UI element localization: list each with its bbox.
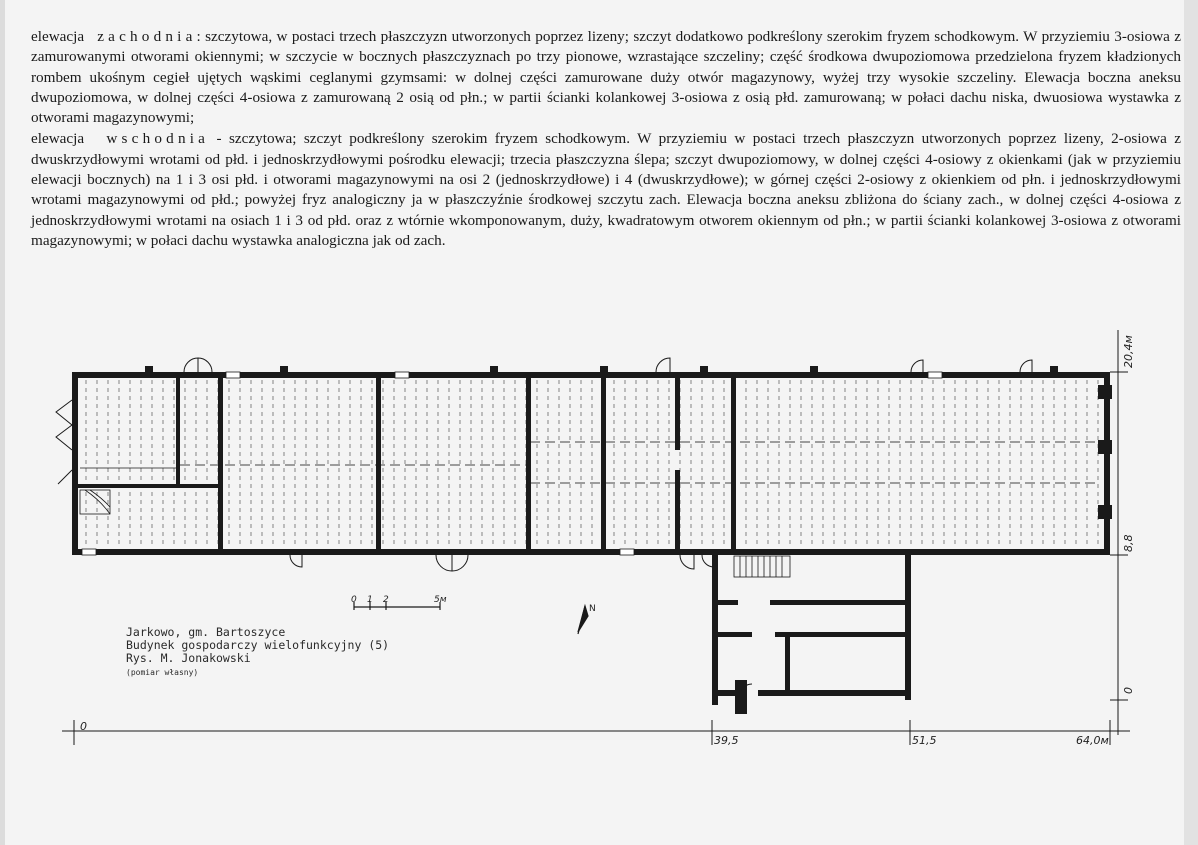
horizontal-dimension-line	[62, 720, 1130, 745]
beam-lines	[180, 442, 1100, 483]
paragraph-heading-spaced: zachodnia	[97, 28, 197, 45]
paragraph-lead: elewacja	[31, 130, 85, 148]
scale-label-2: 2	[383, 595, 389, 605]
dim-label-20-4: 20,4м	[1122, 335, 1135, 368]
paragraph-body: - szczytowa; szczyt podkreślony szerokim fryzem schodkowym. W przyziemiu w postaci trzech płaszczyzn utworzonych poprzez lizeny, 2-osiowa z dwuskrzydłowymi wrotami od płd. i jednoskrzydłowymi pośrodku elewacji; trzecia płaszczyzna ślepa; szczyt dwupoziomowy, w dolnej części 4-osiowy z okienkami (jak w przyziemiu elewacji bocznych) na 1 i 3 osi płd. i otworami magazynowymi na osi 2 (jednoskrzydłowe) i 4 (dwuskrzydłowe); w górnej części 2-osiowy z okienkiem od płn. i jednoskrzydłowymi wrotami magazynowymi od płd.; powyżej fryz analogiczny ja w płaszczyźnie środkowej szczytu zach. Elewacja boczna aneksu zbliżona do ściany zach., w dolnej części 4-osiowa z jednoskrzydłowymi wrotami na osiach 1 i 3 od płd. oraz z wtórnie wkomponowanym, duży, kwadratowym otworem okiennym od płn.; w partii ścianki kolankowej 3-osiowa z otworami magazynowymi; w połaci dachu wystawka analogiczna jak od zach.	[31, 130, 1181, 249]
dim-label-51-5: 51,5	[912, 734, 937, 747]
north-label: N	[589, 604, 596, 614]
dim-label-39-5: 39,5	[714, 734, 739, 747]
dim-label-0-vertical: 0	[1122, 687, 1135, 694]
caption-note: (pomiar własny)	[126, 668, 199, 677]
joist-lines	[86, 380, 1098, 547]
scale-label-0: 0	[351, 595, 357, 605]
dim-label-64-0: 64,0м	[1076, 734, 1109, 747]
vertical-dimension-line	[1110, 330, 1128, 735]
dim-label-8-8: 8,8	[1122, 534, 1135, 552]
drawing-caption	[126, 626, 389, 679]
paragraph-body: : szczytowa, w postaci trzech płaszczyzn utworzonych poprzez lizeny; szczyt dodatkowo podkreślony szerokim fryzem schodkowym. W przyziemiu 3-osiowa z zamurowanymi otworami okiennymi; w szczycie w bocznych płaszczyznach po trzy pionowe, wzrastające szczeliny; część środkowa dwupoziomowa przedzielona fryzem kładzionych rombem ukośnym cegieł ujętych wąskimi ceglanymi gzymsami: w dolnej części zamurowane duży otwór magazynowy, wyżej trzy wysokie szczeliny. Elewacja boczna aneksu dwupoziomowa, w dolnej części 4-osiowa z zamurowaną 2 osią od płn.; w partii ścianki kolankowej 3-osiowa z osią płd. zamurowaną; w połaci dachu niska, dwuosiowa wystawka z otworami magazynowymi;	[31, 28, 1182, 127]
scale-label-5m: 5м	[434, 595, 447, 605]
north-arrow-icon	[578, 606, 588, 634]
caption-building: Budynek gospodarczy wielofunkcyjny (5)	[126, 638, 390, 652]
caption-author: Rys. M. Jonakowski	[126, 651, 251, 665]
caption-location: Jarkowo, gm. Bartoszyce	[126, 625, 286, 639]
window-marks	[82, 372, 942, 555]
paragraph-lead: elewacja	[31, 28, 85, 45]
scale-label-1: 1	[367, 595, 373, 605]
paragraph-heading-spaced: wschodnia	[106, 130, 210, 148]
dim-label-0: 0	[80, 720, 87, 733]
